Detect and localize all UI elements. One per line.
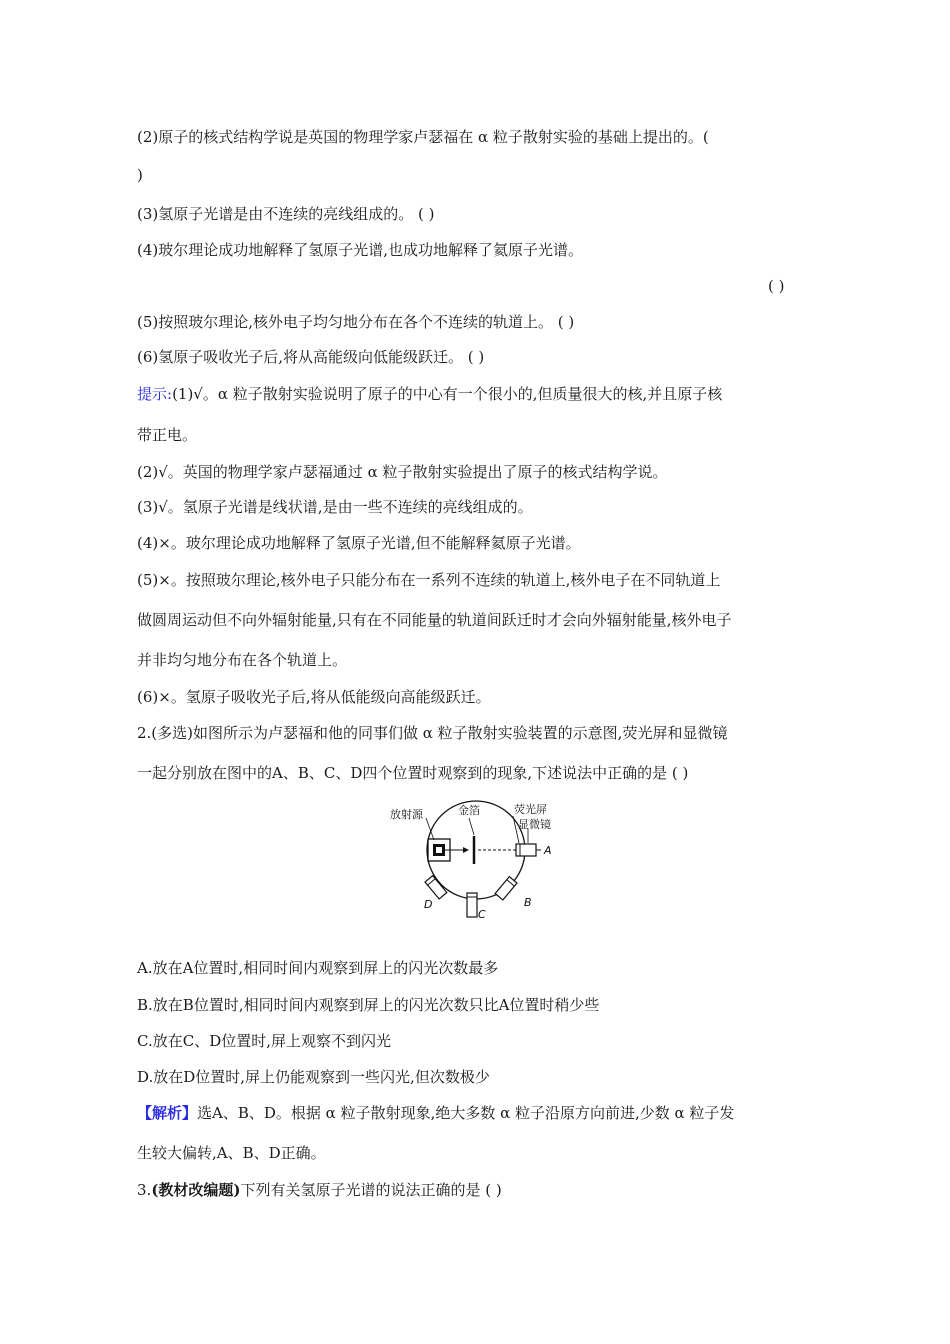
hint-line-4: (3)√。氢原子光谱是线状谱,是由一些不连续的亮线组成的。: [137, 498, 533, 516]
label-source: 放射源: [390, 808, 423, 821]
question-3-text: 下列有关氢原子光谱的说法正确的是 ( ): [240, 1181, 502, 1199]
hint-line-2: 带正电。: [137, 426, 198, 444]
option-d: D.放在D位置时,屏上仍能观察到一些闪光,但次数极少: [137, 1068, 490, 1086]
statement-6: (6)氢原子吸收光子后,将从高能级向低能级跃迁。 ( ): [137, 348, 485, 366]
hint-text-1: (1)√。α 粒子散射实验说明了原子的中心有一个很小的,但质量很大的核,并且原子核: [172, 385, 723, 403]
hint-line-9: (6)×。氢原子吸收光子后,将从低能级向高能级跃迁。: [137, 688, 491, 706]
detector-C: [467, 893, 477, 917]
statement-4: (4)玻尔理论成功地解释了氢原子光谱,也成功地解释了氦原子光谱。: [137, 241, 584, 259]
question-2-line-1: 2.(多选)如图所示为卢瑟福和他的同事们做 α 粒子散射实验装置的示意图,荧光屏和显微镜: [137, 724, 728, 742]
label-screen: 荧光屏: [514, 803, 547, 816]
hint-line-6: (5)×。按照玻尔理论,核外电子只能分布在一系列不连续的轨道上,核外电子在不同轨道上: [137, 571, 721, 589]
label-microscope: 显微镜: [518, 818, 551, 831]
foil-leader: [469, 818, 474, 835]
detector-B: [495, 877, 517, 900]
source-leader: [426, 818, 434, 840]
option-c: C.放在C、D位置时,屏上观察不到闪光: [137, 1032, 391, 1050]
label-C: C: [478, 908, 486, 921]
analysis-label: 【解析】: [137, 1104, 198, 1122]
label-A: A: [544, 844, 552, 857]
statement-5: (5)按照玻尔理论,核外电子均匀地分布在各个不连续的轨道上。 ( ): [137, 313, 575, 331]
analysis-line-2: 生较大偏转,A、B、D正确。: [137, 1144, 326, 1162]
hint-label: 提示:: [137, 385, 173, 403]
label-D: D: [424, 898, 433, 911]
label-B: B: [524, 896, 532, 909]
detector-A: [516, 844, 536, 856]
hint-line-1: [137, 384, 722, 404]
label-foil: 金箔: [458, 804, 480, 817]
beam-arrow: [463, 847, 469, 853]
option-b: B.放在B位置时,相同时间内观察到屏上的闪光次数只比A位置时稍少些: [137, 996, 600, 1014]
question-3-number: 3.: [137, 1181, 152, 1199]
question-2-line-2: 一起分别放在图中的A、B、C、D四个位置时观察到的现象,下述说法中正确的是 ( ): [137, 764, 689, 782]
analysis-text-1: 选A、B、D。根据 α 粒子散射现象,绝大多数 α 粒子沿原方向前进,少数 α 粒子发: [197, 1104, 735, 1122]
hint-line-8: 并非均匀地分布在各个轨道上。: [137, 651, 348, 669]
statement-2-bracket: ): [137, 166, 143, 184]
hint-line-5: (4)×。玻尔理论成功地解释了氢原子光谱,但不能解释氦原子光谱。: [137, 534, 581, 552]
hint-line-7: 做圆周运动但不向外辐射能量,只有在不同能量的轨道间跃迁时才会向外辐射能量,核外电子: [137, 611, 732, 629]
statement-2: (2)原子的核式结构学说是英国的物理学家卢瑟福在 α 粒子散射实验的基础上提出的。(: [137, 128, 709, 146]
rutherford-apparatus-diagram: [388, 798, 568, 928]
source-core: [436, 847, 442, 853]
statement-3: (3)氢原子光谱是由不连续的亮线组成的。 ( ): [137, 205, 435, 223]
question-3: [137, 1180, 502, 1200]
option-a: A.放在A位置时,相同时间内观察到屏上的闪光次数最多: [137, 959, 499, 977]
hint-line-3: (2)√。英国的物理学家卢瑟福通过 α 粒子散射实验提出了原子的核式结构学说。: [137, 463, 668, 481]
statement-4-bracket: ( ): [768, 277, 785, 295]
analysis-line-1: [137, 1103, 734, 1123]
question-3-tag: (教材改编题): [151, 1181, 241, 1199]
